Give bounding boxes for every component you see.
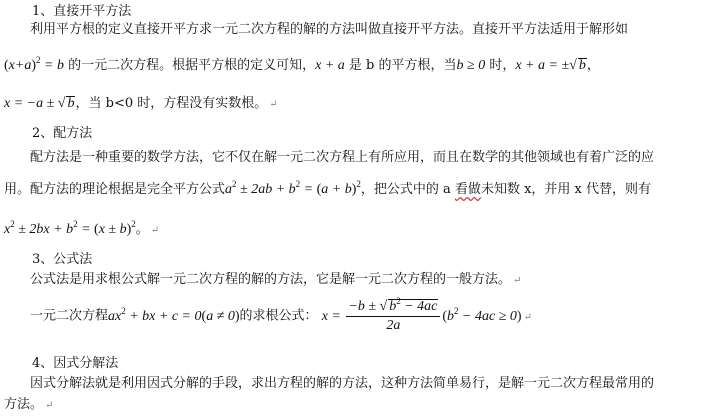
section-2-paragraph-line-3: $x^2 \pm 2bx + b^2 = (x \pm b)^2$。 ↵ [4, 219, 160, 237]
section-3-paragraph-line-1: 公式法是用求根公式解一元二次方程的解的方法，它是解一元二次方程的一般方法。 ↵ [30, 272, 522, 287]
section-3-heading: 3、公式法 [32, 252, 93, 267]
equation-x-plus-a-pm-sqrt-b: x + a = ±√ b [515, 58, 586, 73]
equation-b-nonneg: b ≥ 0 [456, 58, 486, 73]
spellcheck-underlined-text: 看做 [454, 182, 481, 197]
equation-x-plus-a: x + a [315, 58, 345, 73]
paragraph-return-mark: ↵ [269, 99, 278, 110]
paragraph-return-mark: ↵ [523, 311, 532, 323]
equation-x-minus-a-pm-sqrt-b: x = −a ± √ b [4, 96, 75, 111]
paragraph-return-mark: ↵ [150, 225, 160, 236]
section-4-paragraph-line-2: 方法。 ↵ [4, 397, 54, 412]
section-1-paragraph-line-1: 利用平方根的定义直接开平方求一元二次方程的解的方法叫做直接开平方法。直接开平方法适用于解形如 [30, 22, 629, 37]
equation-x-plus-a-squared: $(x+a)^2 = b$ [4, 55, 64, 73]
equation-perfect-square-x-b: $x^2 \pm 2bx + b^2 = (x \pm b)^2$ [4, 219, 136, 237]
paragraph-return-mark: ↵ [513, 275, 522, 286]
equation-general-quadratic: $ax^2$ + bx + c = 0(a ≠ 0) [108, 305, 240, 324]
section-4-paragraph-line-1: 因式分解法就是利用因式分解的手段，求出方程的解的方法，这种方法简单易行，是解一元二次方程最常用的 [30, 376, 655, 391]
section-2-heading: 2、配方法 [32, 126, 93, 141]
section-2-paragraph-line-1: 配方法是一种重要的数学方法，它不仅在解一元二次方程上有所应用，而且在数学的其他领域也有着广泛的应 [30, 150, 655, 165]
section-1-heading: 1、直接开平方法 [32, 4, 132, 19]
quadratic-formula: x = $\frac{-b \pm √ b^2 - 4ac}{2a}$ $(b^2 - 4ac \ge 0)$ [321, 296, 522, 333]
section-1-paragraph-line-2: $(x+a)^2 = b$ 的一元二次方程。根据平方根的定义可知，x + a 是 b 的平方根，当b ≥ 0 时，x + a = ±√ b， [4, 55, 600, 73]
equation-perfect-square-a-b: $a^2 \pm 2ab + b^2 = (a + b)^2$ [225, 179, 361, 197]
section-4-heading: 4、因式分解法 [32, 356, 119, 371]
section-3-formula-line: 一元二次方程$ax^2$ + bx + c = 0(a ≠ 0)的求根公式： x = $\frac{-b \pm √ b^2 - 4ac}{2a}$ $(b^2 - 4ac \ge 0)$ ↵ [30, 296, 532, 333]
section-1-paragraph-line-3: x = −a ± √ b，当 b<0 时，方程没有实数根。 ↵ [4, 96, 278, 111]
section-2-paragraph-line-2: 用。配方法的理论根据是完全平方公式$a^2 \pm 2ab + b^2 = (a + b)^2$，把公式中的 a 看做未知数 x，并用 x 代替，则有 [4, 179, 651, 197]
paragraph-return-mark: ↵ [45, 400, 54, 411]
quadratic-formula-fraction: $\frac{-b \pm √ b^2 - 4ac}{2a}$ [346, 298, 440, 335]
